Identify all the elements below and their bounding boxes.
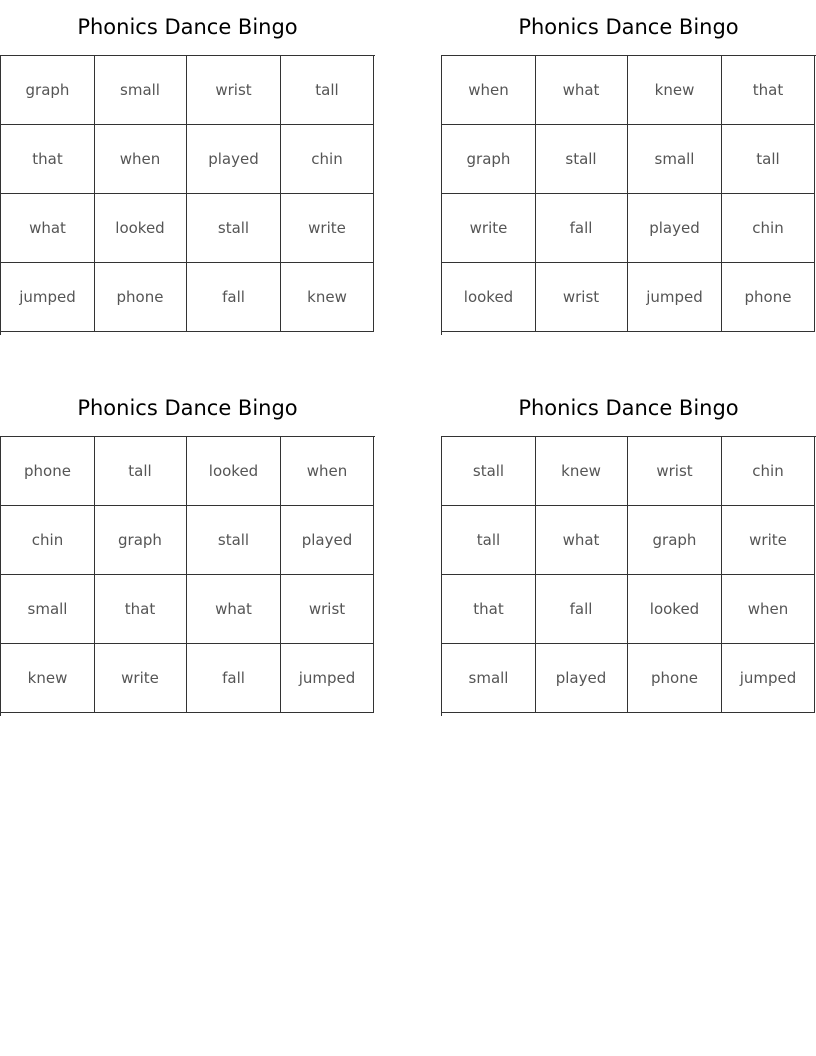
bingo-cell: wrist	[535, 263, 628, 332]
bingo-card	[0, 381, 375, 716]
bingo-cell: wrist	[281, 575, 374, 644]
bingo-cell: tall	[442, 506, 536, 575]
bingo-grid	[0, 436, 375, 716]
bingo-cell: fall	[535, 575, 628, 644]
bingo-cell: fall	[187, 644, 281, 713]
bingo-cell: stall	[187, 194, 281, 263]
bingo-card	[441, 0, 816, 335]
bingo-cell: when	[94, 125, 187, 194]
bingo-cell: that	[442, 575, 536, 644]
bingo-card-title: Phonics Dance Bingo	[77, 15, 298, 39]
bingo-grid	[441, 436, 816, 716]
bingo-card	[441, 381, 816, 716]
bingo-cell: what	[1, 194, 95, 263]
bingo-cell: played	[628, 194, 722, 263]
bingo-cell: that	[94, 575, 187, 644]
bingo-cell: what	[535, 56, 628, 125]
bingo-card-title: Phonics Dance Bingo	[518, 396, 739, 420]
bingo-cell: fall	[187, 263, 281, 332]
bingo-cell: played	[535, 644, 628, 713]
bingo-cell: chin	[722, 437, 815, 506]
bingo-cell: tall	[281, 56, 374, 125]
bingo-cell: jumped	[1, 263, 95, 332]
bingo-cell: when	[281, 437, 374, 506]
bingo-cell: played	[187, 125, 281, 194]
bingo-cell: looked	[94, 194, 187, 263]
bingo-cell: graph	[628, 506, 722, 575]
bingo-card-title: Phonics Dance Bingo	[518, 15, 739, 39]
bingo-cell: stall	[442, 437, 536, 506]
bingo-cell: small	[628, 125, 722, 194]
bingo-cell: looked	[187, 437, 281, 506]
bingo-cell: stall	[187, 506, 281, 575]
bingo-cell: small	[94, 56, 187, 125]
bingo-cell: write	[722, 506, 815, 575]
bingo-cell: write	[281, 194, 374, 263]
bingo-cell: phone	[628, 644, 722, 713]
bingo-card	[0, 0, 375, 335]
bingo-grid	[441, 55, 816, 335]
bingo-cell: knew	[1, 644, 95, 713]
bingo-cell: tall	[722, 125, 815, 194]
bingo-cell: tall	[94, 437, 187, 506]
bingo-cell: when	[442, 56, 536, 125]
bingo-cell: looked	[442, 263, 536, 332]
bingo-cell: fall	[535, 194, 628, 263]
bingo-card-title: Phonics Dance Bingo	[77, 396, 298, 420]
bingo-cell: wrist	[187, 56, 281, 125]
bingo-cell: that	[722, 56, 815, 125]
bingo-cell: looked	[628, 575, 722, 644]
bingo-cell: write	[94, 644, 187, 713]
bingo-cell: small	[442, 644, 536, 713]
bingo-cell: knew	[281, 263, 374, 332]
bingo-cell: stall	[535, 125, 628, 194]
bingo-cell: when	[722, 575, 815, 644]
bingo-cell: jumped	[281, 644, 374, 713]
bingo-cell: what	[535, 506, 628, 575]
bingo-cell: played	[281, 506, 374, 575]
bingo-cell: knew	[628, 56, 722, 125]
bingo-cell: phone	[722, 263, 815, 332]
bingo-cell: graph	[94, 506, 187, 575]
bingo-cell: wrist	[628, 437, 722, 506]
bingo-cell: what	[187, 575, 281, 644]
bingo-cell: phone	[94, 263, 187, 332]
bingo-cell: phone	[1, 437, 95, 506]
bingo-cell: jumped	[722, 644, 815, 713]
bingo-cell: write	[442, 194, 536, 263]
bingo-cell: chin	[281, 125, 374, 194]
bingo-cell: that	[1, 125, 95, 194]
bingo-cell: knew	[535, 437, 628, 506]
bingo-cell: jumped	[628, 263, 722, 332]
bingo-cell: chin	[1, 506, 95, 575]
bingo-grid	[0, 55, 375, 335]
bingo-cell: chin	[722, 194, 815, 263]
bingo-cell: graph	[1, 56, 95, 125]
bingo-cell: small	[1, 575, 95, 644]
bingo-cell: graph	[442, 125, 536, 194]
